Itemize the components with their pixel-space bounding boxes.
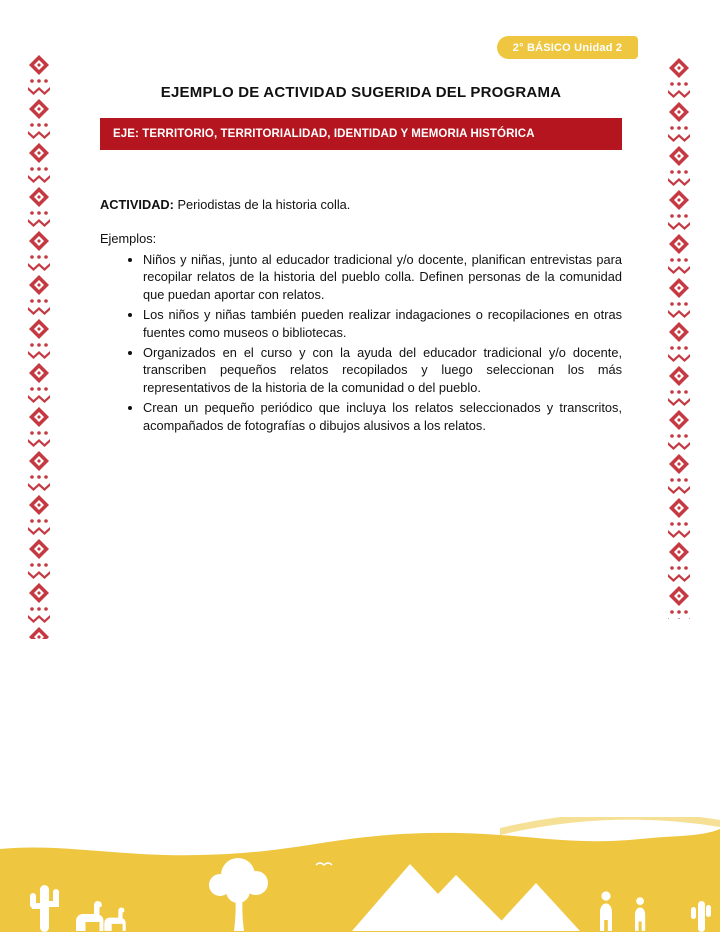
eje-banner-label: EJE: TERRITORIO, TERRITORIALIDAD, IDENTIDAD Y MEMORIA HISTÓRICA [113, 128, 535, 140]
list-item: • Organizados en el curso y con la ayuda del educador tradicional y/o docente, transcriben pequeños relatos recopilados y luego seleccionan los más representativos de la historia de la comunidad o del pueblo. [143, 344, 622, 396]
eje-banner [100, 118, 622, 150]
activity-label: ACTIVIDAD: [100, 197, 174, 212]
footer-landscape [0, 817, 720, 932]
document-body [100, 84, 622, 437]
unit-badge [497, 36, 638, 59]
examples-heading: Ejemplos: [100, 231, 157, 246]
examples-list [100, 251, 622, 434]
left-textile-pattern [28, 54, 50, 639]
activity-line [100, 197, 622, 212]
list-item: • Crean un pequeño periódico que incluya los relatos seleccionados y transcritos, acompañados de fotografías o dibujos alusivos a los relatos. [143, 399, 622, 434]
unit-badge-label: 2° BÁSICO Unidad 2 [512, 41, 623, 54]
right-textile-pattern [668, 57, 690, 619]
wave-accent [500, 817, 720, 835]
list-item: • Los niños y niñas también pueden realizar indagaciones o recopilaciones en otras fuentes como museos o bibliotecas. [143, 306, 622, 341]
list-item: • Niños y niñas, junto al educador tradicional y/o docente, planifican entrevistas para recopilar relatos de la historia del pueblo colla. Definen personas de la comunidad que puedan aportar con relatos. [143, 251, 622, 303]
page-title: EJEMPLO DE ACTIVIDAD SUGERIDA DEL PROGRAMA [160, 84, 562, 101]
activity-text: Periodistas de la historia colla. [177, 197, 351, 212]
